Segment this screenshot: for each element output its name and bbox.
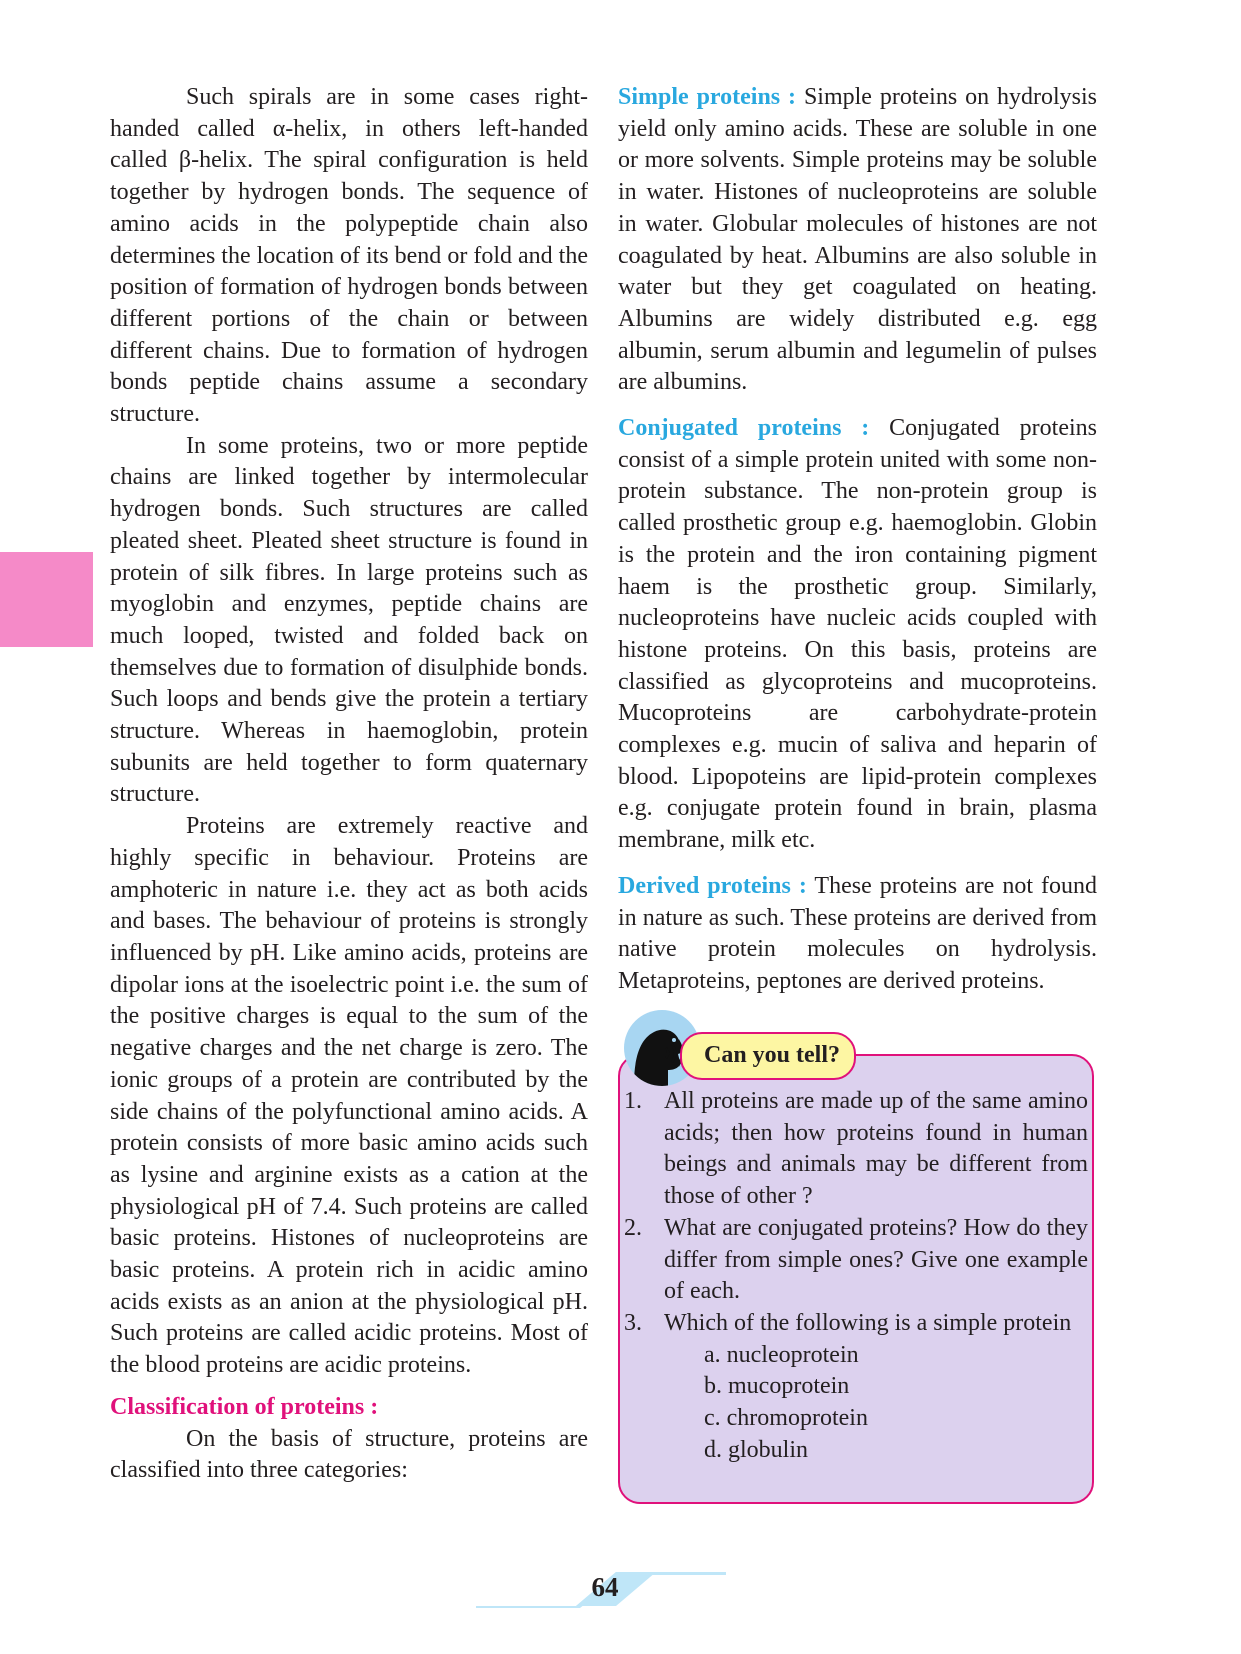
- question-item: [620, 1213, 1088, 1308]
- page-number: 64: [591, 1572, 619, 1602]
- simple-proteins-label: Simple proteins :: [618, 84, 797, 110]
- option-item: d. globulin: [704, 1436, 809, 1463]
- right-column: [618, 82, 1097, 998]
- question-number: 1.: [624, 1088, 642, 1114]
- option-list: [664, 1340, 1088, 1467]
- option-item: a. nucleoprotein: [704, 1341, 859, 1368]
- simple-proteins-section: [618, 82, 1097, 399]
- simple-proteins-text: Simple proteins on hydrolysis yield only amino acids. These are soluble in one or more solvents. Simple proteins may be soluble in water. Histones of nucleoproteins are soluble in water. Globular molecules of histones are not coagulated by heat. Albumins are also soluble in water but they get coagulated on heating. Albumins are widely distributed e.g. egg albumin, serum albumin and legumelin of pulses are albumins.: [618, 84, 1097, 396]
- conjugated-proteins-section: [618, 413, 1097, 857]
- chapter-side-tab: [0, 552, 93, 647]
- option-item: b. mucoprotein: [704, 1373, 850, 1400]
- question-item: [620, 1308, 1088, 1467]
- question-number: 2.: [624, 1214, 642, 1241]
- paragraph-spirals: Such spirals are in some cases right-handed called α-helix, in others left-handed called β-helix. The spiral configuration is held together by hydrogen bonds. The sequence of amino acids in the polypeptide chain also determines the location of its bend or fold and the position of formation of hydrogen bonds between different portions of the chain or between different chains. Due to formation of hydrogen bonds peptide chains assume a secondary structure.: [110, 84, 588, 428]
- question-text: What are conjugated proteins? How do they differ from simple ones? Give one example of each.: [664, 1214, 1088, 1305]
- derived-proteins-section: [618, 871, 1097, 998]
- can-you-tell-title: Can you tell?: [680, 1032, 856, 1080]
- paragraph-classification: On the basis of structure, proteins are classified into three categories:: [110, 1425, 588, 1484]
- question-item: [620, 1086, 1088, 1213]
- conjugated-proteins-text: Conjugated proteins consist of a simple protein united with some non-protein substance. The non-protein group is called prosthetic group e.g. haemoglobin. Globin is the protein and the iron containing pigment haem is the prosthetic group. Similarly, nucleoproteins have nucleic acids coupled with histone proteins. On this basis, proteins are classified as glycoproteins and mucoproteins. Mucoproteins are carbohydrate-protein complexes e.g. mucin of saliva and heparin of blood. Lipopoteins are lipid-protein complexes e.g. conjugate protein found in brain, plasma membrane, milk etc.: [618, 415, 1097, 854]
- question-text: All proteins are made up of the same amino acids; then how proteins found in human beings and animals may be different from those of other ?: [664, 1088, 1088, 1210]
- question-text: Which of the following is a simple protein: [664, 1309, 1072, 1336]
- derived-proteins-text: These proteins are not found in nature as such. These proteins are derived from native protein molecules on hydrolysis. Metaproteins, peptones are derived proteins.: [618, 872, 1097, 994]
- question-number: 3.: [624, 1309, 642, 1336]
- conjugated-proteins-label: Conjugated proteins :: [618, 415, 870, 442]
- left-column: [110, 82, 588, 1487]
- option-item: c. chromoprotein: [704, 1405, 868, 1432]
- paragraph-reactivity: Proteins are extremely reactive and highly specific in behaviour. Proteins are amphoteric in nature i.e. they act as both acids and bases. The behaviour of proteins is strongly influenced by pH. Like amino acids, proteins are dipolar ions at the isoelectric point i.e. the sum of the positive charges is equal to the sum of the negative charges and the net charge is zero. The ionic groups of a protein are contributed by the side chains of the polyfunctional amino acids. A protein consists of more basic amino acids such as lysine and arginine exists as a cation at the physiological pH of 7.4. Such proteins are called basic proteins. Histones of nucleoproteins are basic proteins. A protein rich in acidic amino acids exists as an anion at the physiological pH. Such proteins are called acidic proteins. Most of the blood proteins are acidic proteins.: [110, 813, 588, 1379]
- classification-heading: Classification of proteins :: [110, 1393, 379, 1420]
- derived-proteins-label: Derived proteins :: [618, 872, 807, 899]
- paragraph-pleated-sheet: In some proteins, two or more peptide chains are linked together by intermolecular hydrogen bonds. Such structures are called pleated sheet. Pleated sheet structure is found in protein of silk fibres. In large proteins such as myoglobin and enzymes, peptide chains are much looped, twisted and folded back on themselves due to formation of disulphide bonds. Such loops and bends give the protein a tertiary structure. Whereas in haemoglobin, protein subunits are held together to form quaternary structure.: [110, 432, 588, 808]
- question-list: [620, 1086, 1088, 1466]
